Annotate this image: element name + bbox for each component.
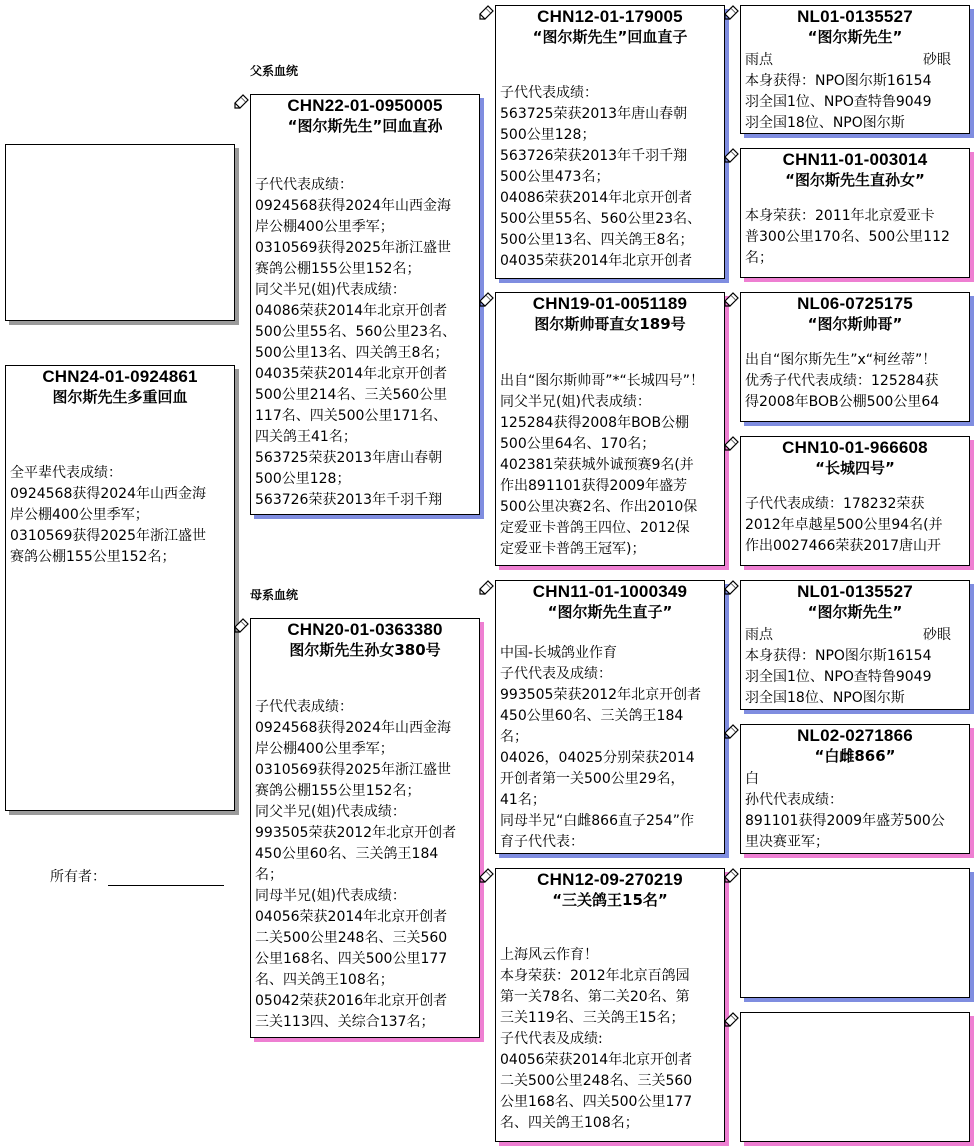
text-line: 三关113四、关综合137名； (255, 1014, 435, 1030)
text-line: 得2008年BOB公棚500公里64 (745, 394, 940, 410)
ring-number: CHN11-01-003014 (782, 150, 928, 169)
text-line: 同父半兄(姐)代表成绩： (255, 282, 406, 298)
text-line: 名、四关鸽王108名； (255, 972, 394, 988)
achievements (496, 945, 724, 1134)
pigeon-name: “白雌866” (814, 747, 896, 765)
text-line: 岸公棚400公里季军； (255, 219, 394, 235)
text-line: 同母半兄“白雌866直子254”作 (500, 813, 694, 829)
pigeon-name: 图尔斯先生多重回血 (52, 388, 188, 406)
pigeon-name: “图尔斯先生” (807, 603, 903, 621)
text-line: 450公里60名、三关鸽王184 (255, 846, 439, 862)
text-line: 同母半兄(姐)代表成绩： (255, 888, 406, 904)
pencil-icon[interactable] (478, 5, 494, 21)
sire-card[interactable] (250, 94, 480, 515)
text-line: 04035荣获2014年北京开创者 (500, 253, 693, 269)
ring-number: NL06-0725175 (797, 294, 913, 313)
text-line: 04086荣获2014年北京开创者 (500, 190, 693, 206)
sss-card[interactable] (740, 5, 970, 134)
feature-row (745, 625, 965, 646)
text-line: 41名； (500, 792, 546, 808)
owner-input-line[interactable] (108, 870, 224, 886)
text-line: 全平辈代表成绩： (10, 465, 122, 481)
text-line: 羽全国18位、NPO图尔斯 (745, 690, 905, 706)
ring-number: CHN24-01-0924861 (42, 367, 198, 386)
photo-box[interactable] (5, 144, 235, 321)
text-line: 第一关78名、第二关20名、第 (500, 989, 690, 1005)
text-line: 白 (745, 771, 759, 787)
text-line: 402381荣获城外诚预赛9名(并 (500, 457, 694, 473)
sire-line-label: 父系血统 (250, 64, 299, 78)
text-line: 赛鸽公棚155公里152名； (255, 783, 421, 799)
achievements (496, 371, 724, 560)
text-line: 04086荣获2014年北京开创者 (255, 303, 448, 319)
achievements (741, 767, 969, 853)
text-line: 子代代表成绩： (255, 699, 353, 715)
text-line: 0924568获得2024年山西金海 (255, 720, 451, 736)
owner-label: 所有者： (50, 869, 106, 885)
text-line: 作出891101获得2009年盛芳 (500, 478, 688, 494)
sdd-card[interactable] (740, 436, 970, 566)
owner-field[interactable] (50, 866, 224, 886)
ring-number: CHN19-01-0051189 (532, 294, 688, 313)
text-line: 本身获得：NPO图尔斯16154 (745, 73, 932, 89)
text-line: 子代代表成绩： (255, 177, 353, 193)
text-line: 500公里128； (500, 127, 596, 143)
text-line: 子代代表成绩：178232荣获 (745, 496, 925, 512)
pencil-icon[interactable] (723, 436, 739, 452)
achievements (741, 623, 969, 709)
text-line: 04026，04025分别荣获2014 (500, 750, 695, 766)
text-line: 公里168名、四关500公里177 (255, 951, 448, 967)
ddd-card-empty[interactable] (740, 1012, 970, 1142)
text-line: 0924568获得2024年山西金海 (255, 198, 451, 214)
subject-card[interactable] (5, 365, 235, 811)
text-line: 中国-长城鸽业作育 (500, 645, 618, 661)
achievements (6, 463, 234, 568)
pigeon-name: “三关鸽王15名” (552, 891, 668, 909)
text-line: 0310569获得2025年浙江盛世 (255, 762, 451, 778)
text-line: 563725荣获2013年唐山春朝 (500, 106, 688, 122)
dss-card[interactable] (740, 580, 970, 710)
pigeon-name: “图尔斯先生”回血直孙 (287, 117, 443, 135)
eye-type: 砂眼 (923, 52, 951, 68)
text-line: 出自“图尔斯帅哥”*“长城四号”！ (500, 373, 705, 389)
pencil-icon[interactable] (723, 868, 739, 884)
ring-number: NL02-0271866 (797, 726, 913, 745)
text-line: 993505荣获2012年北京开创者 (255, 825, 457, 841)
text-line: 公里168名、四关500公里177 (500, 1094, 693, 1110)
ring-number: CHN12-09-270219 (537, 870, 683, 889)
text-line: 孙代代表成绩： (745, 792, 843, 808)
text-line: 04056荣获2014年北京开创者 (255, 909, 448, 925)
text-line: 上海风云作育！ (500, 947, 598, 963)
ring-number: CHN20-01-0363380 (287, 620, 443, 639)
text-line: 岸公棚400公里季军； (255, 741, 394, 757)
text-line: 里决赛亚军； (745, 834, 829, 850)
pencil-icon[interactable] (723, 1012, 739, 1028)
text-line: 993505荣获2012年北京开创者 (500, 687, 702, 703)
text-line: 450公里60名、三关鸽王184 (500, 708, 684, 724)
text-line: 同父半兄(姐)代表成绩： (500, 394, 651, 410)
pigeon-name: “图尔斯先生直子” (547, 603, 673, 621)
text-line: 开创者第一关500公里29名， (500, 771, 685, 787)
text-line: 名； (745, 250, 773, 266)
dam-card[interactable] (250, 618, 480, 1038)
pigeon-name: “长城四号” (815, 459, 895, 477)
text-line: 三关119名、三关鸽王15名； (500, 1010, 685, 1026)
pencil-icon[interactable] (478, 292, 494, 308)
dam-dam-card[interactable] (495, 868, 725, 1142)
eye-sign: 雨点 (745, 627, 773, 643)
text-line: 0310569获得2025年浙江盛世 (10, 528, 206, 544)
sire-dam-card[interactable] (495, 292, 725, 566)
text-line: 563726荣获2013年千羽千翔 (500, 148, 688, 164)
text-line: 500公里473名； (500, 169, 610, 185)
ssd-card[interactable] (740, 148, 970, 278)
text-line: 500公里决赛2名、作出2010保 (500, 499, 698, 515)
text-line: 优秀子代代表成绩：125284获 (745, 373, 939, 389)
text-line: 二关500公里248名、三关560 (500, 1073, 693, 1089)
text-line: 子代代表及成绩： (500, 666, 612, 682)
pencil-icon[interactable] (233, 618, 249, 634)
sire-sire-card[interactable] (495, 5, 725, 279)
text-line: 作出0027466荣获2017唐山开 (745, 538, 941, 554)
text-line: 04035荣获2014年北京开创者 (255, 366, 448, 382)
achievements (496, 83, 724, 272)
pencil-icon[interactable] (478, 580, 494, 596)
text-line: 同父半兄(姐)代表成绩： (255, 804, 406, 820)
achievement-lines (745, 646, 965, 709)
text-line: 名； (500, 729, 528, 745)
pigeon-name: “图尔斯先生直孙女” (785, 171, 925, 189)
text-line: 出自“图尔斯先生”x“柯丝蒂”！ (745, 352, 937, 368)
dsd-card[interactable] (740, 724, 970, 854)
text-line: 500公里214名、三关560公里 (255, 387, 448, 403)
pigeon-name: “图尔斯先生” (807, 28, 903, 46)
text-line: 117名、四关500公里171名、 (255, 408, 448, 424)
text-line: 赛鸽公棚155公里152名； (10, 549, 176, 565)
pencil-icon[interactable] (233, 94, 249, 110)
ring-number: CHN11-01-1000349 (532, 582, 688, 601)
text-line: 赛鸽公棚155公里152名； (255, 261, 421, 277)
text-line: 500公里64名、170名； (500, 436, 656, 452)
text-line: 05042荣获2016年北京开创者 (255, 993, 448, 1009)
pigeon-name: “图尔斯帅哥” (807, 315, 903, 333)
pencil-icon[interactable] (723, 148, 739, 164)
pigeon-name: 图尔斯帅哥直女189号 (534, 315, 686, 333)
text-line: 子代代表及成绩: (500, 1031, 603, 1047)
text-line: 普300公里170名、500公里112 (745, 229, 950, 245)
text-line: 二关500公里248名、三关560 (255, 930, 448, 946)
ring-number: CHN22-01-0950005 (287, 96, 443, 115)
pigeon-name: 图尔斯先生孙女380号 (289, 641, 441, 659)
pencil-icon[interactable] (723, 580, 739, 596)
text-line: 04056荣获2014年北京开创者 (500, 1052, 693, 1068)
text-line: 500公里128； (255, 471, 351, 487)
achievements (741, 494, 969, 557)
text-line: 0310569获得2025年浙江盛世 (255, 240, 451, 256)
text-line: 500公里13名、四关鸽王8名； (255, 345, 449, 361)
achievements (741, 206, 969, 269)
dam-sire-card[interactable] (495, 580, 725, 854)
text-line: 四关鸽王41名； (255, 429, 357, 445)
text-line: 0924568获得2024年山西金海 (10, 486, 206, 502)
text-line: 本身荣获：2011年北京爱亚卡 (745, 208, 935, 224)
text-line: 500公里13名、四关鸽王8名； (500, 232, 694, 248)
achievement-lines (745, 71, 965, 134)
pencil-icon[interactable] (723, 5, 739, 21)
dds-card-empty[interactable] (740, 868, 970, 998)
pigeon-name: “图尔斯先生”回血直子 (532, 28, 688, 46)
text-line: 育子代代表： (500, 834, 584, 850)
text-line: 563725荣获2013年唐山春朝 (255, 450, 443, 466)
text-line: 500公里55名、560公里23名、 (500, 211, 702, 227)
pencil-icon[interactable] (723, 724, 739, 740)
text-line: 本身荣获：2012年北京百鸽园 (500, 968, 690, 984)
sds-card[interactable] (740, 292, 970, 422)
text-line: 名； (255, 867, 283, 883)
text-line: 2012年卓越星500公里94名(并 (745, 517, 943, 533)
text-line: 本身获得：NPO图尔斯16154 (745, 648, 932, 664)
ring-number: NL01-0135527 (797, 582, 913, 601)
text-line: 563726荣获2013年千羽千翔 (255, 492, 443, 508)
feature-row (745, 50, 965, 71)
text-line: 羽全国1位、NPO查特鲁9049 (745, 669, 932, 685)
ring-number: CHN10-01-966608 (782, 438, 928, 457)
pencil-icon[interactable] (723, 292, 739, 308)
achievements (741, 48, 969, 134)
eye-sign: 雨点 (745, 52, 773, 68)
text-line: 891101获得2009年盛芳500公 (745, 813, 945, 829)
dam-line-label: 母系血统 (250, 588, 299, 602)
achievements (496, 643, 724, 853)
text-line: 500公里55名、560公里23名、 (255, 324, 457, 340)
ring-number: CHN12-01-179005 (537, 7, 683, 26)
text-line: 岸公棚400公里季军； (10, 507, 149, 523)
text-line: 定爱亚卡普鸽王四位、2012保 (500, 520, 690, 536)
eye-type: 砂眼 (923, 627, 951, 643)
text-line: 名、四关鸽王108名； (500, 1115, 639, 1131)
text-line: 定爱亚卡普鸽王冠军)； (500, 541, 646, 557)
achievements (741, 350, 969, 413)
pencil-icon[interactable] (478, 868, 494, 884)
text-line: 羽全国1位、NPO查特鲁9049 (745, 94, 932, 110)
ring-number: NL01-0135527 (797, 7, 913, 26)
text-line: 羽全国18位、NPO图尔斯 (745, 115, 905, 131)
achievements (251, 697, 479, 1033)
text-line: 125284获得2008年BOB公棚 (500, 415, 690, 431)
text-line: 子代代表成绩： (500, 85, 598, 101)
achievements (251, 175, 479, 511)
